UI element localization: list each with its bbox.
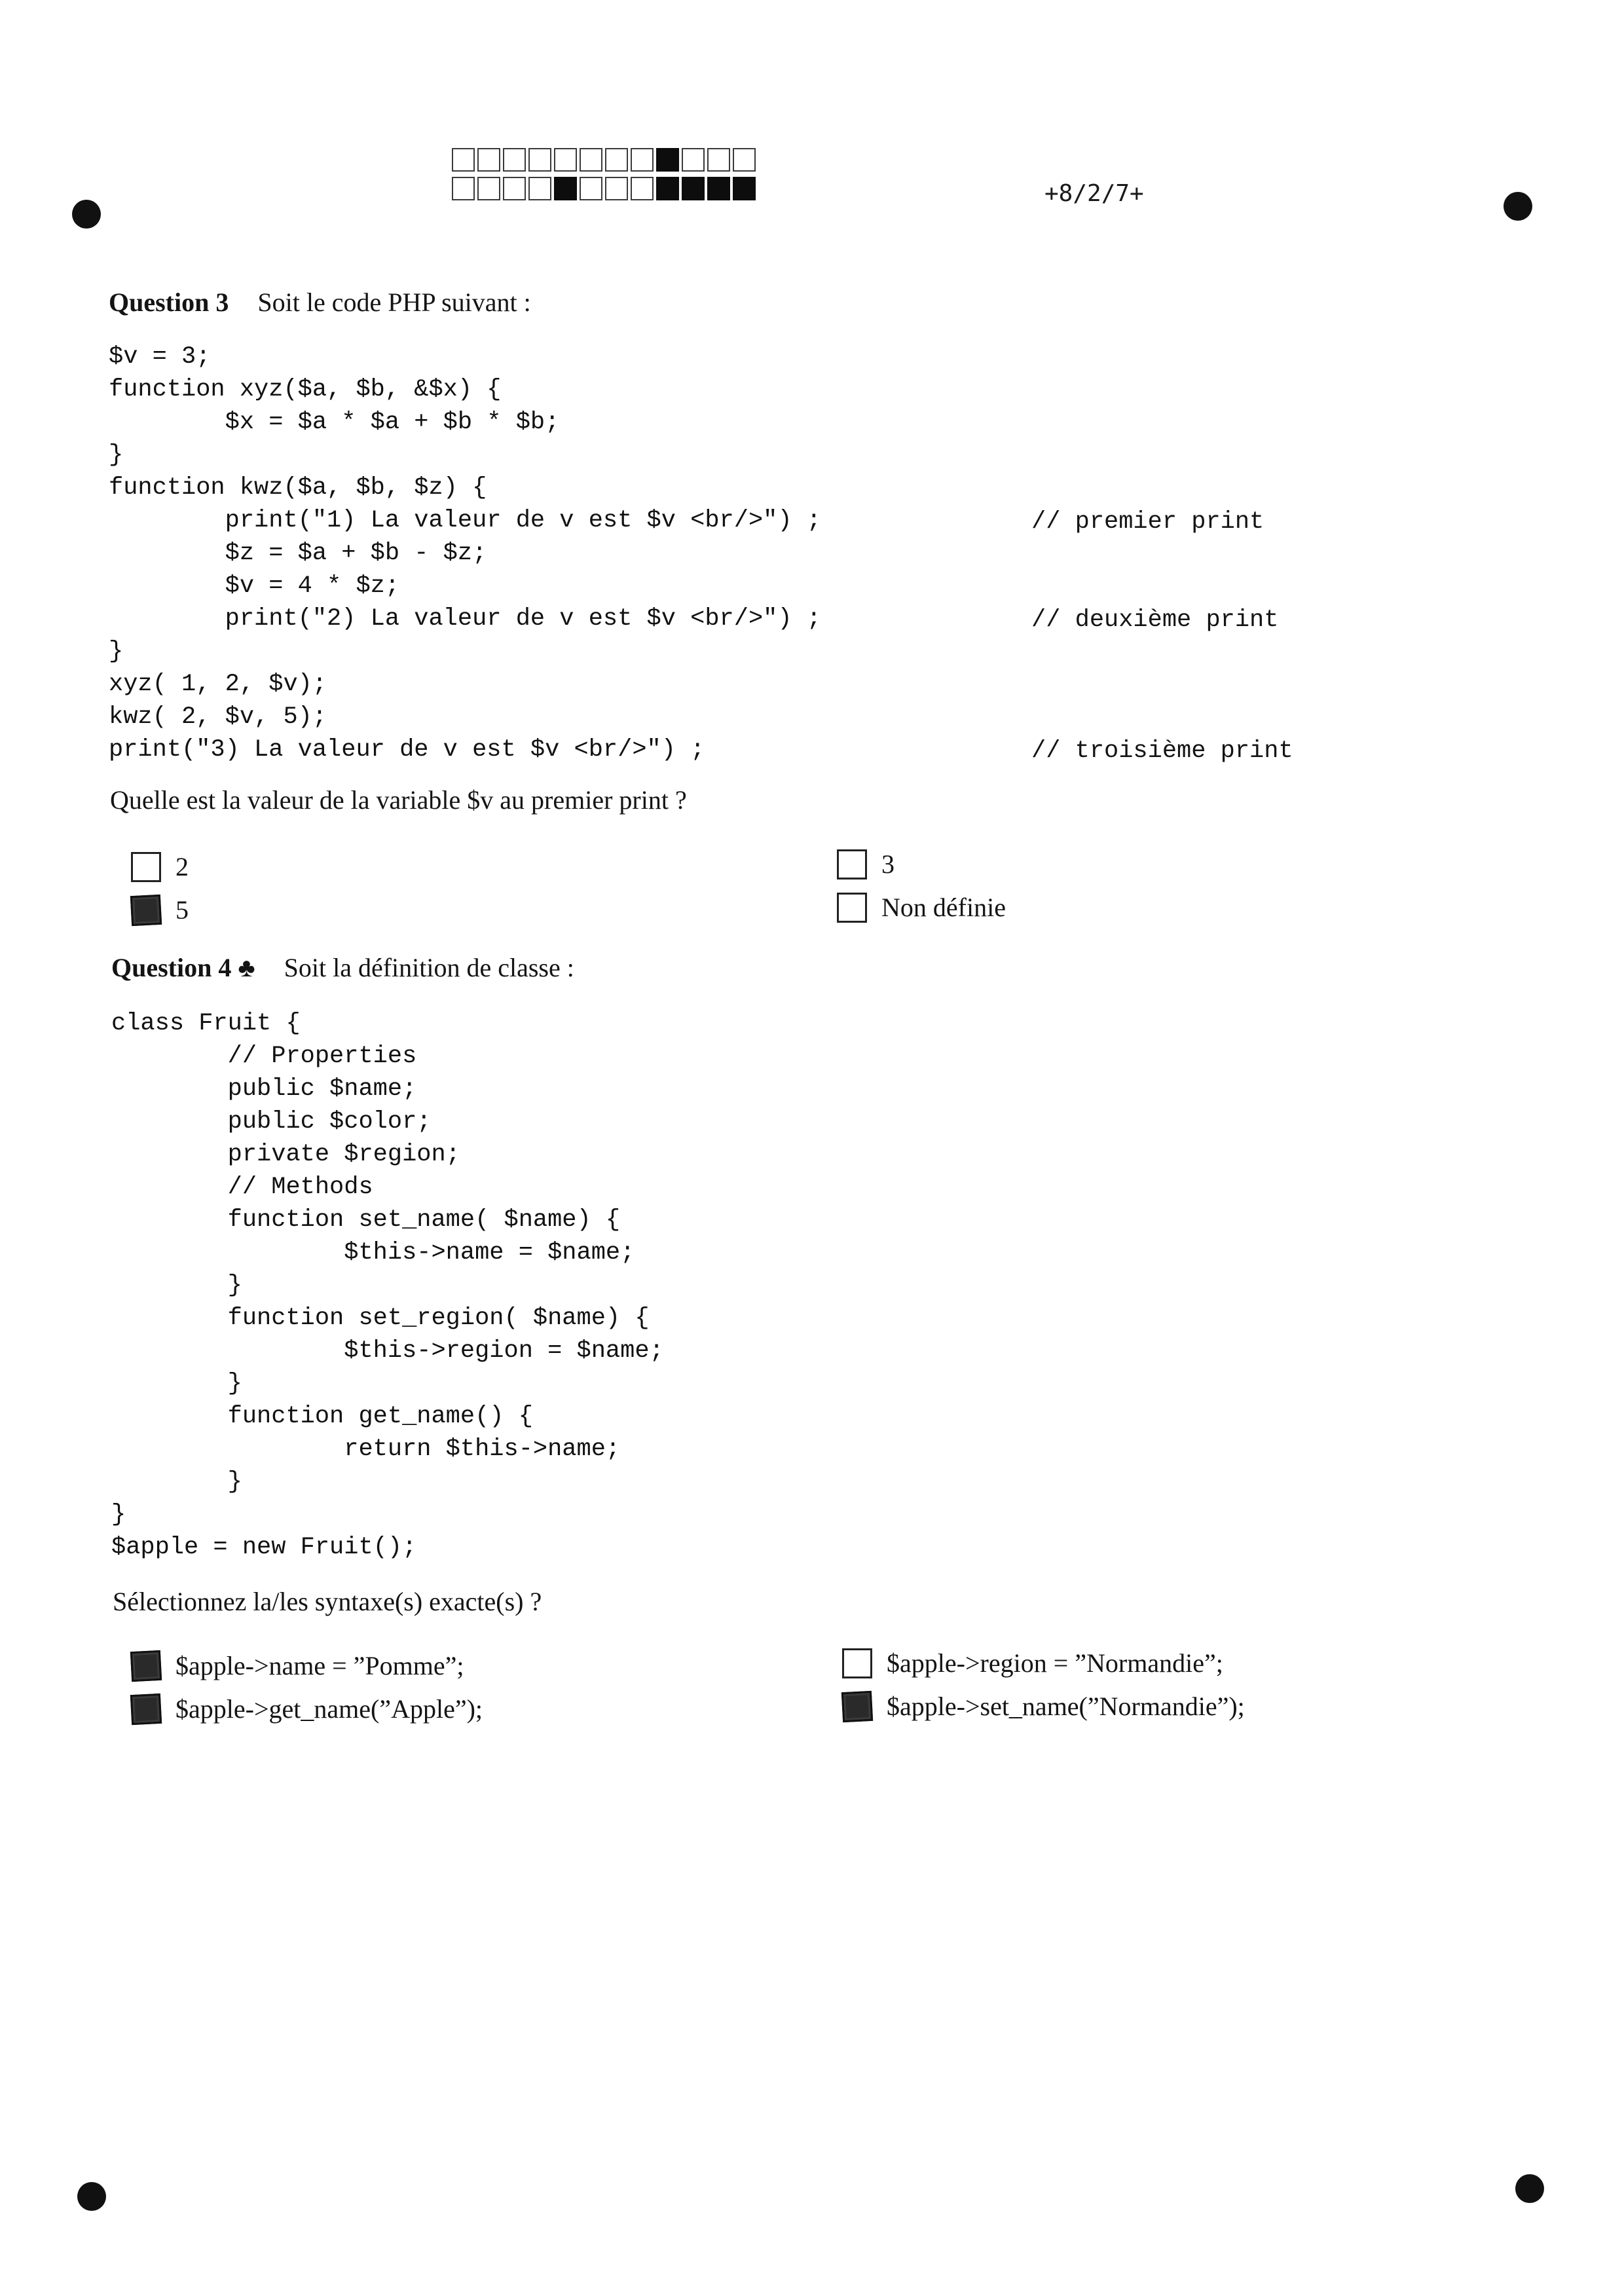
code-comment: // deuxième print (1031, 606, 1279, 634)
code-line: function get_name() { (111, 1403, 533, 1430)
registration-mark-top-right (1504, 192, 1532, 221)
code-line: } (111, 1501, 126, 1528)
code-line: // Methods (111, 1174, 373, 1201)
id-grid-cell (605, 177, 628, 200)
id-grid-cell (631, 177, 654, 200)
code-line: return $this->name; (111, 1435, 621, 1463)
id-grid-row (452, 177, 758, 202)
question-4-title (111, 953, 255, 982)
question-3-prompt: Quelle est la valeur de la variable $v au premier print ? (110, 785, 687, 815)
q3-answer-4[interactable] (837, 892, 1006, 923)
q4-answer-4-checkbox[interactable] (841, 1690, 873, 1722)
code-line: class Fruit { (111, 1010, 301, 1037)
page-code: +8/2/7+ (1044, 180, 1144, 207)
code-comment: // premier print (1031, 508, 1264, 536)
q4-answer-4[interactable] (842, 1691, 1245, 1722)
code-line: xyz( 1, 2, $v); (109, 671, 327, 698)
id-grid-cell (554, 177, 577, 200)
question-3-heading (109, 287, 531, 318)
code-line: public $name; (111, 1075, 417, 1103)
registration-mark-bottom-right (1515, 2174, 1544, 2203)
code-line: $this->name = $name; (111, 1239, 635, 1267)
q4-answer-3-label: $apple->get_name(”Apple”); (175, 1694, 483, 1724)
q3-answer-4-checkbox[interactable] (837, 893, 867, 923)
q4-answer-2[interactable] (842, 1648, 1223, 1678)
registration-mark-top-left (72, 200, 101, 229)
id-grid-cell (528, 177, 551, 200)
code-line: function xyz($a, $b, &$x) { (109, 376, 502, 403)
code-line: } (111, 1272, 242, 1299)
code-line: private $region; (111, 1141, 460, 1168)
code-line: kwz( 2, $v, 5); (109, 703, 327, 731)
q3-answer-3-checkbox[interactable] (130, 894, 162, 925)
club-icon: ♣ (238, 953, 255, 982)
question-4-code (111, 1007, 664, 1564)
q3-answer-1-label: 2 (175, 852, 189, 881)
q4-answer-3[interactable] (131, 1694, 483, 1724)
question-4-intro: Soit la définition de classe : (284, 953, 574, 982)
code-line: print("2) La valeur de v est $v <br/>") ; (109, 605, 821, 633)
id-grid-cell (580, 177, 602, 200)
q4-answer-4-label: $apple->set_name(”Normandie”); (887, 1692, 1245, 1721)
question-3-title: Question 3 (109, 287, 229, 317)
question-4-prompt: Sélectionnez la/les syntaxe(s) exacte(s) ? (113, 1587, 542, 1616)
question-4-title-text: Question 4 (111, 953, 232, 982)
code-line: $v = 3; (109, 343, 211, 371)
id-grid-cell (707, 177, 730, 200)
q4-answer-2-label: $apple->region = ”Normandie”; (887, 1648, 1223, 1678)
q4-answer-3-checkbox[interactable] (130, 1693, 162, 1724)
code-line: print("1) La valeur de v est $v <br/>") ; (109, 507, 821, 534)
code-line: function set_region( $name) { (111, 1305, 650, 1332)
code-line: $this->region = $name; (111, 1337, 664, 1365)
q3-answer-1[interactable] (131, 851, 189, 882)
id-grid-cell (656, 148, 679, 172)
code-line: function kwz($a, $b, $z) { (109, 474, 487, 502)
q3-answer-1-checkbox[interactable] (131, 852, 161, 882)
id-grid-cell (477, 148, 500, 172)
id-grid-cell (477, 177, 500, 200)
q3-answer-2-checkbox[interactable] (837, 849, 867, 880)
id-grid-cell (707, 148, 730, 172)
q3-answer-3[interactable] (131, 895, 189, 925)
q4-answer-1-checkbox[interactable] (130, 1650, 162, 1681)
id-grid-cell (682, 148, 705, 172)
question-3-code (109, 341, 821, 766)
code-line: $x = $a * $a + $b * $b; (109, 409, 560, 436)
code-line: $z = $a + $b - $z; (109, 540, 487, 567)
student-id-grid (452, 148, 758, 206)
id-grid-cell (733, 148, 756, 172)
q3-answer-2-label: 3 (881, 849, 895, 879)
code-line: } (109, 638, 124, 665)
code-line: $apple = new Fruit(); (111, 1534, 417, 1561)
code-line: $v = 4 * $z; (109, 572, 400, 600)
id-grid-cell (528, 148, 551, 172)
code-line: } (111, 1468, 242, 1496)
q4-answer-2-checkbox[interactable] (842, 1648, 872, 1678)
code-comment: // troisième print (1031, 737, 1293, 765)
id-grid-cell (452, 148, 475, 172)
code-line: public $color; (111, 1108, 432, 1136)
id-grid-cell (656, 177, 679, 200)
code-line: print("3) La valeur de v est $v <br/>") ; (109, 736, 705, 764)
id-grid-cell (580, 148, 602, 172)
q4-answer-1-label: $apple->name = ”Pomme”; (175, 1651, 464, 1680)
id-grid-row (452, 148, 758, 173)
q3-answer-3-label: 5 (175, 895, 189, 925)
id-grid-cell (605, 148, 628, 172)
code-line: } (111, 1370, 242, 1398)
id-grid-cell (631, 148, 654, 172)
registration-mark-bottom-left (77, 2182, 106, 2211)
id-grid-cell (503, 177, 526, 200)
q3-answer-2[interactable] (837, 849, 895, 880)
q4-answer-1[interactable] (131, 1650, 464, 1681)
id-grid-cell (682, 177, 705, 200)
id-grid-cell (503, 148, 526, 172)
id-grid-cell (733, 177, 756, 200)
code-line: } (109, 441, 124, 469)
id-grid-cell (554, 148, 577, 172)
q3-answer-4-label: Non définie (881, 893, 1006, 922)
code-line: function set_name( $name) { (111, 1206, 621, 1234)
id-grid-cell (452, 177, 475, 200)
question-4-heading (111, 952, 574, 983)
question-3-intro: Soit le code PHP suivant : (257, 287, 531, 317)
code-line: // Properties (111, 1043, 417, 1070)
